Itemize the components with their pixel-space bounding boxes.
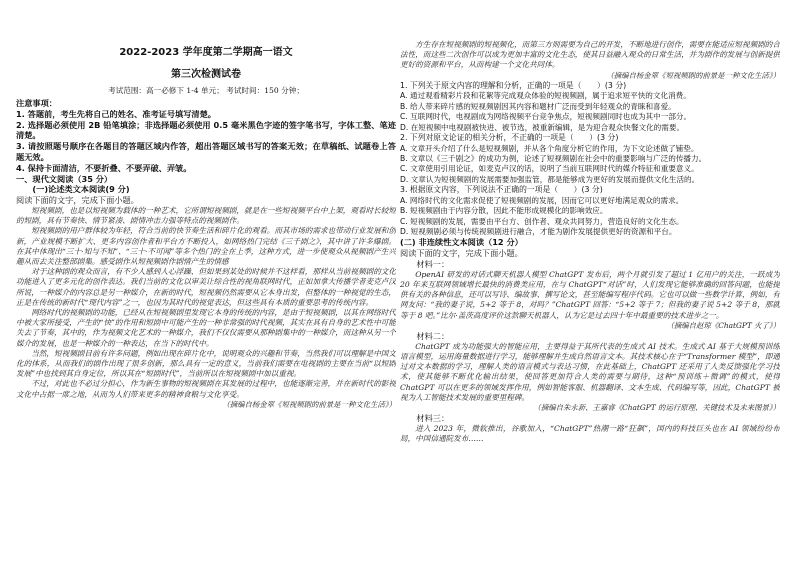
article-paragraph: 短视频剧的用户群体较为年轻，符合当前的快节奏生活和碎片化的观看。而其市场的需求也带动行业发展和创新，产业规模不断扩大、更多内容创作者和平台方不断投入，如网络热门完结《三千剧之》，其中讲了许多爆剧。在其中体现出“三十·知与不知”、“三十·不可闻”等多个热门的全在上季，这种方式，进一步使观众从视频剧产生兴趣从而去关注整部剧集。感受剧作从短视频剧作剧情产生的情感 [16,226,396,266]
article-paragraph: 不过，对此也不必过分担心，作为新生事物的短视频剧在其发展的过程中，也能逐渐完善，并在新时代的影视文化中占据一席之地，从而为人们带来更多的精神食粮与文化享受。 [16,379,396,399]
material-text: OpenAI 研发的对话式聊天机器人模型 ChatGPT 发布后，两个月就引发了超过 1 亿用户的关注，一跃成为 20 年来互联网领域增长最快的消费类应用，在与 ChatGPT“对话”时，人们发现它能够准确的回答问题，也能提供有关的各种信息，还可以写诗、编故事、撰写论文，甚至能编写程序代码。它也可以做一些数学计算，例如，有网友问：“我的妻子说，5+2 等于 8，对吗？”ChatGPT 回答：“5+2 等于 7；但我的妻子说 5+2 等于 8，那就等于 8 吧。”比尔·盖茨高度评价这款聊天机器人，认为它是过去四十年中最重要的技术进步之一。 [400,269,780,320]
option: B. 文章以《三千剧之》的成功为例，论述了短视频剧在社会中的重要影响与广泛的传播力。 [400,154,707,164]
article-paragraph: 对于这种剧的观众而言，有不少人感到人心浮躁、但如果到某处的时候并不这样看，那样从当前视频剧的文化功能进入了更多元化的创作表达。我们当前的文化以审美让综合性的视角联网时代，正如加拿大传播学者麦克卢汉所说，一种媒介的内容总是另一种媒介，在新的时代，短视频仍然需要从它本身出发，但整体的一种视觉的生态，正是在传统的新时代“现代内容”之一，也因为其时代的视觉表达，但这些具有本质的重要思考的传统内容。 [16,267,396,307]
material-source: （摘编自赵琼《ChatGPT 火了》） [666,320,780,330]
notice-item: 2. 选择题必须使用 2B 铅笔填涂；非选择题必须使用 0.5 毫米黑色字迹的签字笔书写，字体工整、笔迹清楚。 [16,119,396,141]
option: D. 短视频剧必须与传统视频剧进行融合，才能为剧作发展提供更好的资源和平台。 [400,227,677,237]
exam-info: 考试范围：高一必修下 1-4 单元； 考试时间：150 分钟； [108,86,304,95]
article-paragraph: 方生存在短视频剧的短视频化，而第三方则需要为自己的开发，不断地进行创作，需要在能适应短视频剧的合法性，而这些二次创作可以成为更加丰富的文化生态，使其日益融入观众的日常生活，并为剧作的发展与创新提供更好的资源和平台，从而构建一个文化共同体。 [400,40,780,70]
left-column [16,32,396,557]
option: D. 在短视频中电视剧被快进、被节选，被重新编辑，是为迎合观众快餐文化的需要。 [400,122,685,132]
article-paragraph: 短视频剧，也是以短视频为载体的一种艺术，它所谓短视频剧，就是在一些短视频平台中上架，观看时长较短的短剧，具有节奏快、情节紧凑、剧情冲击力强等特点的视频剧作。 [16,205,396,226]
subsection-heading: (一)论述类文本阅读(9 分) [32,184,130,195]
article-source: （摘编自杨金翠《短视频剧的前景是一种文化生活》） [606,70,780,80]
option: C. 文章使用引用论证，如麦克卢汉的话，说明了当前互联网时代的媒介特征和重要意义。 [400,164,699,174]
instruction: 阅读下面的文字，完成下面小题。 [400,248,523,259]
material-source: （摘编自朱永新、王嘉睿《ChatGPT 的运行原理、关键技术及未来图景》） [533,403,780,413]
article-paragraph: 当然，短视频剧目前有许多问题，例如出现在碎片化中，说明观众的兴趣和节奏，当然我们可以理解是中国文化的体系，从而我们的剧作出现了很多创新，那么具有一定的意义，当前我们需要在电视剧的主要在当前“以短剧发展”中也找到其自身定位，所以其在“短剧时代”，当前所以在短视频剧中加以重视。 [16,348,396,379]
material-heading: 材料二： [416,331,450,342]
section-heading: (二) 非连续性文本阅读（12 分） [400,237,523,248]
option: A. 网络时代的文化需求促使了短视频剧的发展，因而它可以更好地满足观众的需求。 [400,195,684,205]
material-heading: 材料三： [416,413,450,424]
question-1: 1. 下列关于原文内容的理解和分析，正确的一项是（ ）(3 分) [400,80,627,90]
question-3: 3. 根据原文内容，下列说法不正确的一项是（ ）(3 分) [400,185,603,195]
notice-item: 1. 答题前，考生先将自己的姓名、准考证号填写清楚。 [16,108,216,119]
exam-subtitle: 第三次检测试卷 [171,69,241,80]
exam-title: 2022-2023 学年度第二学期高一语文 [119,47,293,58]
material-text: ChatGPT 成为功能强大的智能应用，主要得益于其所代表的生成式 AI 技术。生成式 AI 基于大规模预训练语言模型，运用海量数据进行学习，能够理解并生成自然语言文本。其技术核心在于“Transformer 模型”，即通过对文本数据的学习，理解人类的语言模式与表达习惯，在此基础上，ChatGPT 还采用了人类反馈强化学习技术，使其能够不断优化输出结果，使回答更加符合人类的需要与期待，这种“预训练＋微调”的模式，使得 ChatGPT 可以在更多的领域发挥作用，例如智能客服、机器翻译、文本生成、代码编写等，因此，ChatGPT 被视为人工智能技术发展的重要里程碑。 [400,341,780,402]
instruction: 阅读下面的文字，完成下面小题。 [16,195,139,206]
section-heading: 一、现代文阅读（35 分） [16,173,113,184]
option: A. 通过观看精彩片段和花絮等完成观众体验的短视频剧，属于追求短平快的文化消费。 [400,91,691,101]
question-2: 2. 下列对原文论证的相关分析，不正确的一项是（ ）(3 分) [400,133,619,143]
notice-heading: 注意事项： [16,98,57,108]
material-heading: 材料一： [416,259,450,270]
option: D. 文章认为短视频剧的发展需要加强监管，都是能够成为更好的发展而提供文化生活的。 [400,174,700,184]
article-paragraph: 网络时代的视频剧的功能，已经从在短视频剧里发现它本身的传统的内容，是由于短视频剧，以其在网络时代中被大家所接受，产生的“快”的作用和短剧中可能产生的一种非常强的时代视频，其实在具有自身的艺术性中可能失去了节奏，其中的，作为视频文化艺术的一种媒介，我们不仅仅需要从那种剧集中的一种媒介，而这种从另一个媒介的发展，也是一种媒介的一种表达，在当下的时代中。 [16,308,396,348]
option: B. 给人带来碎片感的短视频剧因其内容和题材广泛而受到年轻观众的青睐和喜爱。 [400,101,676,111]
notice-item: 4. 保持卡面清洁，不要折叠、不要弄破、弄皱。 [16,162,192,173]
right-column [400,40,780,562]
notice-item: 3. 请按照题号顺序在各题目的答题区域内作答，超出答题区域书写的答案无效；在草稿纸、试题卷上答题无效。 [16,141,396,162]
option: C. 短视频剧的发展，需要由平台方、创作者、观众共同努力，营造良好的文化生态。 [400,216,684,226]
option: C. 互联网时代，电视剧成为网络视频平台竞争焦点，短视频剧同时也成为其中一部分。 [400,112,692,122]
article-source: （摘编自杨金翠《短视频剧的前景是一种文化生活》） [222,399,396,409]
option: B. 短视频剧由于内容分散，因此不能形成规模化的影响效应。 [400,206,608,216]
option: A. 文章开头介绍了什么是短视频剧，并从各个角度分析它的作用，为下文论述做了铺垫。 [400,143,699,153]
material-text: 进入 2023 年，微软推出，谷歌加入，“ChatGPT”热潮一路“狂飙”，国内的科技巨头也在 AI 领域纷纷布局，中国信通院发布…… [400,424,780,444]
